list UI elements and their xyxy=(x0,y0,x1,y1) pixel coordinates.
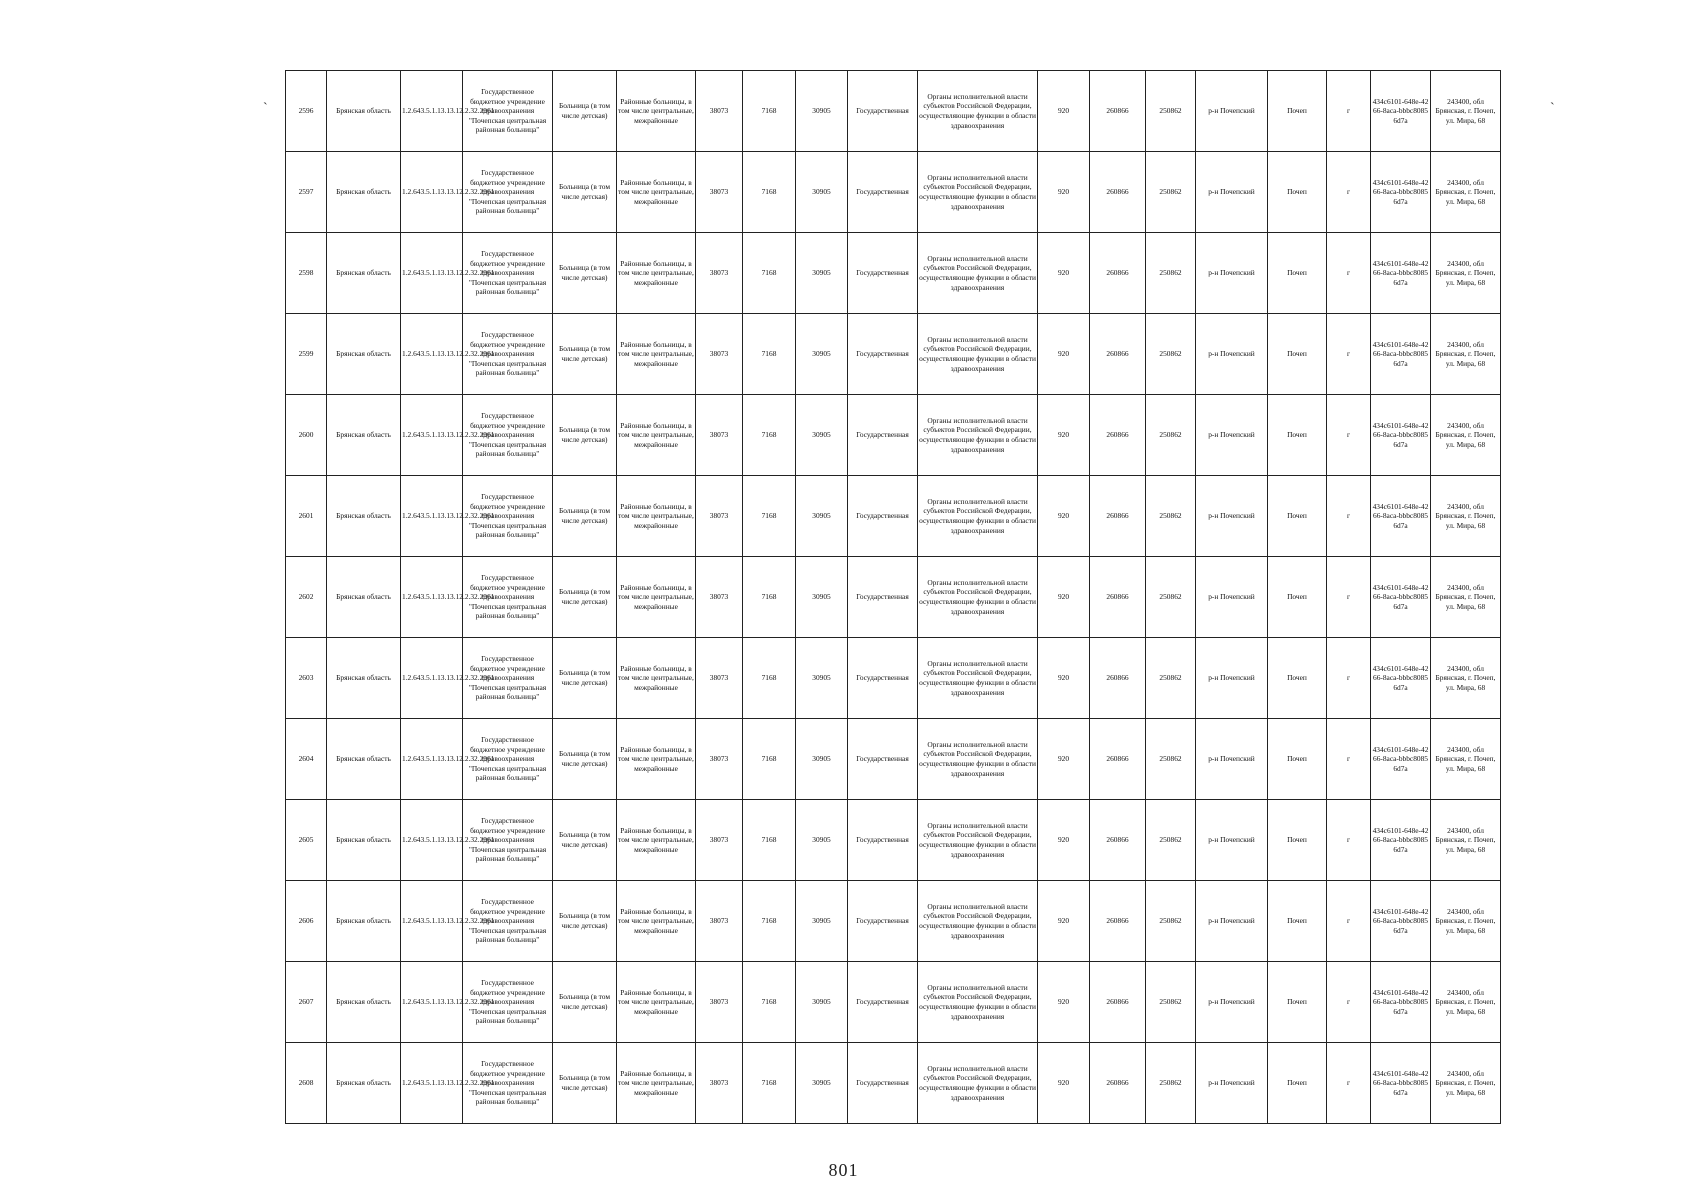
org-type-cell: Больница (в том числе детская) xyxy=(553,719,617,800)
authority-cell: Органы исполнительной власти субъектов Российской Федерации, осуществляющие функции в области здравоохранения xyxy=(918,719,1038,800)
table-row xyxy=(286,719,1501,800)
code-7168-cell: 7168 xyxy=(743,476,796,557)
category-cell: Районные больницы, в том числе центральные, межрайонные xyxy=(617,476,696,557)
city-cell: Почеп xyxy=(1268,152,1327,233)
table-row xyxy=(286,881,1501,962)
authority-cell: Органы исполнительной власти субъектов Российской Федерации, осуществляющие функции в области здравоохранения xyxy=(918,476,1038,557)
table-row xyxy=(286,1043,1501,1124)
code-30905-cell: 30905 xyxy=(796,233,848,314)
code-30905-cell: 30905 xyxy=(796,638,848,719)
authority-cell: Органы исполнительной власти субъектов Российской Федерации, осуществляющие функции в области здравоохранения xyxy=(918,233,1038,314)
city-cell: Почеп xyxy=(1268,557,1327,638)
category-cell: Районные больницы, в том числе центральные, межрайонные xyxy=(617,719,696,800)
category-cell: Районные больницы, в том числе центральные, межрайонные xyxy=(617,800,696,881)
ownership-cell: Государственная xyxy=(848,233,918,314)
category-cell: Районные больницы, в том числе центральные, межрайонные xyxy=(617,395,696,476)
org-code-cell: 1.2.643.5.1.13.13.12.2.32.2961 xyxy=(401,233,463,314)
row-number: 2597 xyxy=(286,152,327,233)
code-30905-cell: 30905 xyxy=(796,881,848,962)
city-cell: Почеп xyxy=(1268,476,1327,557)
org-type-cell: Больница (в том числе детская) xyxy=(553,476,617,557)
org-name-cell: Государственное бюджетное учреждение здравоохранения "Почепская центральная районная больница" xyxy=(463,395,553,476)
ownership-cell: Государственная xyxy=(848,638,918,719)
code-38073-cell: 38073 xyxy=(696,881,743,962)
code-7168-cell: 7168 xyxy=(743,800,796,881)
authority-cell: Органы исполнительной власти субъектов Российской Федерации, осуществляющие функции в области здравоохранения xyxy=(918,71,1038,152)
district-cell: р-н Почепский xyxy=(1196,233,1268,314)
table-row xyxy=(286,476,1501,557)
page-number: 801 xyxy=(828,1160,859,1180)
code-7168-cell: 7168 xyxy=(743,152,796,233)
code-260866-cell: 260866 xyxy=(1090,476,1146,557)
org-type-cell: Больница (в том числе детская) xyxy=(553,638,617,719)
org-name-cell: Государственное бюджетное учреждение здравоохранения "Почепская центральная районная больница" xyxy=(463,152,553,233)
guid-cell: 434c6101-648e-4266-8aca-bbbc80856d7a xyxy=(1371,881,1431,962)
city-cell: Почеп xyxy=(1268,71,1327,152)
org-type-cell: Больница (в том числе детская) xyxy=(553,395,617,476)
code-7168-cell: 7168 xyxy=(743,719,796,800)
code-260866-cell: 260866 xyxy=(1090,557,1146,638)
code-260866-cell: 260866 xyxy=(1090,719,1146,800)
region-cell: Брянская область xyxy=(327,881,401,962)
scan-mark-left: ` xyxy=(263,101,268,116)
category-cell: Районные больницы, в том числе центральные, межрайонные xyxy=(617,152,696,233)
code-7168-cell: 7168 xyxy=(743,881,796,962)
org-name-cell: Государственное бюджетное учреждение здравоохранения "Почепская центральная районная больница" xyxy=(463,638,553,719)
org-code-cell: 1.2.643.5.1.13.13.12.2.32.2961 xyxy=(401,395,463,476)
org-code-cell: 1.2.643.5.1.13.13.12.2.32.2961 xyxy=(401,881,463,962)
org-name-cell: Государственное бюджетное учреждение здравоохранения "Почепская центральная районная больница" xyxy=(463,71,553,152)
authority-cell: Органы исполнительной власти субъектов Российской Федерации, осуществляющие функции в области здравоохранения xyxy=(918,800,1038,881)
table-row xyxy=(286,71,1501,152)
code-250862-cell: 250862 xyxy=(1146,881,1196,962)
row-number: 2599 xyxy=(286,314,327,395)
org-name-cell: Государственное бюджетное учреждение здравоохранения "Почепская центральная районная больница" xyxy=(463,1043,553,1124)
org-name-cell: Государственное бюджетное учреждение здравоохранения "Почепская центральная районная больница" xyxy=(463,800,553,881)
row-number: 2607 xyxy=(286,962,327,1043)
code-7168-cell: 7168 xyxy=(743,1043,796,1124)
district-cell: р-н Почепский xyxy=(1196,881,1268,962)
code-250862-cell: 250862 xyxy=(1146,1043,1196,1124)
city-cell: Почеп xyxy=(1268,233,1327,314)
authority-cell: Органы исполнительной власти субъектов Российской Федерации, осуществляющие функции в области здравоохранения xyxy=(918,152,1038,233)
table-row xyxy=(286,395,1501,476)
code-920-cell: 920 xyxy=(1038,800,1090,881)
org-code-cell: 1.2.643.5.1.13.13.12.2.32.2961 xyxy=(401,152,463,233)
address-cell: 243400, обл Брянская, г. Почеп, ул. Мира, 68 xyxy=(1431,638,1501,719)
region-cell: Брянская область xyxy=(327,557,401,638)
org-code-cell: 1.2.643.5.1.13.13.12.2.32.2961 xyxy=(401,962,463,1043)
table-row xyxy=(286,314,1501,395)
code-250862-cell: 250862 xyxy=(1146,152,1196,233)
address-cell: 243400, обл Брянская, г. Почеп, ул. Мира, 68 xyxy=(1431,233,1501,314)
org-name-cell: Государственное бюджетное учреждение здравоохранения "Почепская центральная районная больница" xyxy=(463,314,553,395)
authority-cell: Органы исполнительной власти субъектов Российской Федерации, осуществляющие функции в области здравоохранения xyxy=(918,881,1038,962)
district-cell: р-н Почепский xyxy=(1196,800,1268,881)
authority-cell: Органы исполнительной власти субъектов Российской Федерации, осуществляющие функции в области здравоохранения xyxy=(918,395,1038,476)
table-row xyxy=(286,233,1501,314)
region-cell: Брянская область xyxy=(327,638,401,719)
code-38073-cell: 38073 xyxy=(696,314,743,395)
category-cell: Районные больницы, в том числе центральные, межрайонные xyxy=(617,638,696,719)
code-920-cell: 920 xyxy=(1038,557,1090,638)
address-cell: 243400, обл Брянская, г. Почеп, ул. Мира, 68 xyxy=(1431,476,1501,557)
code-260866-cell: 260866 xyxy=(1090,881,1146,962)
address-cell: 243400, обл Брянская, г. Почеп, ул. Мира, 68 xyxy=(1431,71,1501,152)
district-cell: р-н Почепский xyxy=(1196,719,1268,800)
district-cell: р-н Почепский xyxy=(1196,962,1268,1043)
category-cell: Районные больницы, в том числе центральные, межрайонные xyxy=(617,71,696,152)
code-7168-cell: 7168 xyxy=(743,557,796,638)
ownership-cell: Государственная xyxy=(848,152,918,233)
district-cell: р-н Почепский xyxy=(1196,395,1268,476)
row-number: 2602 xyxy=(286,557,327,638)
code-38073-cell: 38073 xyxy=(696,476,743,557)
code-920-cell: 920 xyxy=(1038,719,1090,800)
address-cell: 243400, обл Брянская, г. Почеп, ул. Мира, 68 xyxy=(1431,152,1501,233)
code-38073-cell: 38073 xyxy=(696,557,743,638)
org-code-cell: 1.2.643.5.1.13.13.12.2.32.2961 xyxy=(401,638,463,719)
code-260866-cell: 260866 xyxy=(1090,71,1146,152)
ownership-cell: Государственная xyxy=(848,719,918,800)
category-cell: Районные больницы, в том числе центральные, межрайонные xyxy=(617,881,696,962)
org-type-cell: Больница (в том числе детская) xyxy=(553,557,617,638)
code-38073-cell: 38073 xyxy=(696,1043,743,1124)
row-number: 2601 xyxy=(286,476,327,557)
ownership-cell: Государственная xyxy=(848,476,918,557)
region-cell: Брянская область xyxy=(327,1043,401,1124)
row-number: 2605 xyxy=(286,800,327,881)
guid-cell: 434c6101-648e-4266-8aca-bbbc80856d7a xyxy=(1371,152,1431,233)
code-38073-cell: 38073 xyxy=(696,719,743,800)
org-code-cell: 1.2.643.5.1.13.13.12.2.32.2961 xyxy=(401,71,463,152)
address-cell: 243400, обл Брянская, г. Почеп, ул. Мира, 68 xyxy=(1431,557,1501,638)
district-cell: р-н Почепский xyxy=(1196,314,1268,395)
org-type-cell: Больница (в том числе детская) xyxy=(553,962,617,1043)
code-7168-cell: 7168 xyxy=(743,233,796,314)
code-250862-cell: 250862 xyxy=(1146,800,1196,881)
address-cell: 243400, обл Брянская, г. Почеп, ул. Мира, 68 xyxy=(1431,719,1501,800)
region-cell: Брянская область xyxy=(327,800,401,881)
address-cell: 243400, обл Брянская, г. Почеп, ул. Мира, 68 xyxy=(1431,395,1501,476)
region-cell: Брянская область xyxy=(327,233,401,314)
code-260866-cell: 260866 xyxy=(1090,638,1146,719)
registry-rows xyxy=(286,71,1501,1124)
district-cell: р-н Почепский xyxy=(1196,152,1268,233)
table-row xyxy=(286,557,1501,638)
code-250862-cell: 250862 xyxy=(1146,395,1196,476)
org-code-cell: 1.2.643.5.1.13.13.12.2.32.2961 xyxy=(401,1043,463,1124)
org-code-cell: 1.2.643.5.1.13.13.12.2.32.2961 xyxy=(401,314,463,395)
settlement-type-cell: г xyxy=(1327,557,1371,638)
category-cell: Районные больницы, в том числе центральные, межрайонные xyxy=(617,1043,696,1124)
code-7168-cell: 7168 xyxy=(743,395,796,476)
code-38073-cell: 38073 xyxy=(696,71,743,152)
ownership-cell: Государственная xyxy=(848,71,918,152)
row-number: 2606 xyxy=(286,881,327,962)
code-920-cell: 920 xyxy=(1038,152,1090,233)
settlement-type-cell: г xyxy=(1327,395,1371,476)
code-7168-cell: 7168 xyxy=(743,71,796,152)
city-cell: Почеп xyxy=(1268,314,1327,395)
org-name-cell: Государственное бюджетное учреждение здравоохранения "Почепская центральная районная больница" xyxy=(463,881,553,962)
code-250862-cell: 250862 xyxy=(1146,638,1196,719)
code-30905-cell: 30905 xyxy=(796,395,848,476)
region-cell: Брянская область xyxy=(327,719,401,800)
org-name-cell: Государственное бюджетное учреждение здравоохранения "Почепская центральная районная больница" xyxy=(463,962,553,1043)
org-type-cell: Больница (в том числе детская) xyxy=(553,1043,617,1124)
table-row xyxy=(286,152,1501,233)
guid-cell: 434c6101-648e-4266-8aca-bbbc80856d7a xyxy=(1371,1043,1431,1124)
city-cell: Почеп xyxy=(1268,962,1327,1043)
guid-cell: 434c6101-648e-4266-8aca-bbbc80856d7a xyxy=(1371,962,1431,1043)
table-row xyxy=(286,638,1501,719)
code-920-cell: 920 xyxy=(1038,962,1090,1043)
code-7168-cell: 7168 xyxy=(743,962,796,1043)
category-cell: Районные больницы, в том числе центральные, межрайонные xyxy=(617,962,696,1043)
authority-cell: Органы исполнительной власти субъектов Российской Федерации, осуществляющие функции в области здравоохранения xyxy=(918,1043,1038,1124)
code-920-cell: 920 xyxy=(1038,314,1090,395)
settlement-type-cell: г xyxy=(1327,800,1371,881)
row-number: 2603 xyxy=(286,638,327,719)
ownership-cell: Государственная xyxy=(848,881,918,962)
category-cell: Районные больницы, в том числе центральные, межрайонные xyxy=(617,557,696,638)
address-cell: 243400, обл Брянская, г. Почеп, ул. Мира, 68 xyxy=(1431,314,1501,395)
org-name-cell: Государственное бюджетное учреждение здравоохранения "Почепская центральная районная больница" xyxy=(463,719,553,800)
org-code-cell: 1.2.643.5.1.13.13.12.2.32.2961 xyxy=(401,719,463,800)
code-260866-cell: 260866 xyxy=(1090,800,1146,881)
code-250862-cell: 250862 xyxy=(1146,557,1196,638)
category-cell: Районные больницы, в том числе центральные, межрайонные xyxy=(617,314,696,395)
settlement-type-cell: г xyxy=(1327,476,1371,557)
org-name-cell: Государственное бюджетное учреждение здравоохранения "Почепская центральная районная больница" xyxy=(463,233,553,314)
code-250862-cell: 250862 xyxy=(1146,314,1196,395)
code-260866-cell: 260866 xyxy=(1090,962,1146,1043)
city-cell: Почеп xyxy=(1268,1043,1327,1124)
district-cell: р-н Почепский xyxy=(1196,476,1268,557)
code-250862-cell: 250862 xyxy=(1146,719,1196,800)
ownership-cell: Государственная xyxy=(848,962,918,1043)
settlement-type-cell: г xyxy=(1327,1043,1371,1124)
org-code-cell: 1.2.643.5.1.13.13.12.2.32.2961 xyxy=(401,800,463,881)
code-250862-cell: 250862 xyxy=(1146,233,1196,314)
code-7168-cell: 7168 xyxy=(743,314,796,395)
guid-cell: 434c6101-648e-4266-8aca-bbbc80856d7a xyxy=(1371,71,1431,152)
code-30905-cell: 30905 xyxy=(796,962,848,1043)
org-type-cell: Больница (в том числе детская) xyxy=(553,152,617,233)
org-type-cell: Больница (в том числе детская) xyxy=(553,233,617,314)
org-type-cell: Больница (в том числе детская) xyxy=(553,71,617,152)
code-250862-cell: 250862 xyxy=(1146,71,1196,152)
guid-cell: 434c6101-648e-4266-8aca-bbbc80856d7a xyxy=(1371,557,1431,638)
code-920-cell: 920 xyxy=(1038,71,1090,152)
code-38073-cell: 38073 xyxy=(696,152,743,233)
region-cell: Брянская область xyxy=(327,476,401,557)
address-cell: 243400, обл Брянская, г. Почеп, ул. Мира, 68 xyxy=(1431,800,1501,881)
table-row xyxy=(286,962,1501,1043)
authority-cell: Органы исполнительной власти субъектов Российской Федерации, осуществляющие функции в области здравоохранения xyxy=(918,962,1038,1043)
org-type-cell: Больница (в том числе детская) xyxy=(553,314,617,395)
code-920-cell: 920 xyxy=(1038,881,1090,962)
ownership-cell: Государственная xyxy=(848,800,918,881)
guid-cell: 434c6101-648e-4266-8aca-bbbc80856d7a xyxy=(1371,233,1431,314)
settlement-type-cell: г xyxy=(1327,638,1371,719)
settlement-type-cell: г xyxy=(1327,881,1371,962)
region-cell: Брянская область xyxy=(327,314,401,395)
guid-cell: 434c6101-648e-4266-8aca-bbbc80856d7a xyxy=(1371,314,1431,395)
region-cell: Брянская область xyxy=(327,395,401,476)
code-260866-cell: 260866 xyxy=(1090,233,1146,314)
table-row xyxy=(286,800,1501,881)
code-38073-cell: 38073 xyxy=(696,638,743,719)
city-cell: Почеп xyxy=(1268,638,1327,719)
settlement-type-cell: г xyxy=(1327,152,1371,233)
code-38073-cell: 38073 xyxy=(696,395,743,476)
code-920-cell: 920 xyxy=(1038,638,1090,719)
guid-cell: 434c6101-648e-4266-8aca-bbbc80856d7a xyxy=(1371,395,1431,476)
row-number: 2598 xyxy=(286,233,327,314)
authority-cell: Органы исполнительной власти субъектов Российской Федерации, осуществляющие функции в области здравоохранения xyxy=(918,557,1038,638)
code-38073-cell: 38073 xyxy=(696,233,743,314)
authority-cell: Органы исполнительной власти субъектов Российской Федерации, осуществляющие функции в области здравоохранения xyxy=(918,638,1038,719)
code-30905-cell: 30905 xyxy=(796,314,848,395)
address-cell: 243400, обл Брянская, г. Почеп, ул. Мира, 68 xyxy=(1431,962,1501,1043)
code-250862-cell: 250862 xyxy=(1146,962,1196,1043)
code-38073-cell: 38073 xyxy=(696,962,743,1043)
settlement-type-cell: г xyxy=(1327,962,1371,1043)
code-920-cell: 920 xyxy=(1038,233,1090,314)
address-cell: 243400, обл Брянская, г. Почеп, ул. Мира, 68 xyxy=(1431,1043,1501,1124)
code-30905-cell: 30905 xyxy=(796,719,848,800)
code-7168-cell: 7168 xyxy=(743,638,796,719)
code-920-cell: 920 xyxy=(1038,1043,1090,1124)
category-cell: Районные больницы, в том числе центральные, межрайонные xyxy=(617,233,696,314)
org-type-cell: Больница (в том числе детская) xyxy=(553,800,617,881)
code-250862-cell: 250862 xyxy=(1146,476,1196,557)
ownership-cell: Государственная xyxy=(848,1043,918,1124)
city-cell: Почеп xyxy=(1268,395,1327,476)
city-cell: Почеп xyxy=(1268,719,1327,800)
ownership-cell: Государственная xyxy=(848,314,918,395)
region-cell: Брянская область xyxy=(327,71,401,152)
guid-cell: 434c6101-648e-4266-8aca-bbbc80856d7a xyxy=(1371,476,1431,557)
code-260866-cell: 260866 xyxy=(1090,1043,1146,1124)
ownership-cell: Государственная xyxy=(848,557,918,638)
code-30905-cell: 30905 xyxy=(796,476,848,557)
settlement-type-cell: г xyxy=(1327,314,1371,395)
code-260866-cell: 260866 xyxy=(1090,152,1146,233)
registry-table xyxy=(285,70,1501,1124)
org-name-cell: Государственное бюджетное учреждение здравоохранения "Почепская центральная районная больница" xyxy=(463,557,553,638)
region-cell: Брянская область xyxy=(327,962,401,1043)
org-code-cell: 1.2.643.5.1.13.13.12.2.32.2961 xyxy=(401,476,463,557)
row-number: 2604 xyxy=(286,719,327,800)
guid-cell: 434c6101-648e-4266-8aca-bbbc80856d7a xyxy=(1371,719,1431,800)
region-cell: Брянская область xyxy=(327,152,401,233)
code-30905-cell: 30905 xyxy=(796,71,848,152)
code-260866-cell: 260866 xyxy=(1090,395,1146,476)
address-cell: 243400, обл Брянская, г. Почеп, ул. Мира, 68 xyxy=(1431,881,1501,962)
code-260866-cell: 260866 xyxy=(1090,314,1146,395)
row-number: 2600 xyxy=(286,395,327,476)
org-name-cell: Государственное бюджетное учреждение здравоохранения "Почепская центральная районная больница" xyxy=(463,476,553,557)
district-cell: р-н Почепский xyxy=(1196,638,1268,719)
code-920-cell: 920 xyxy=(1038,395,1090,476)
org-type-cell: Больница (в том числе детская) xyxy=(553,881,617,962)
code-30905-cell: 30905 xyxy=(796,557,848,638)
row-number: 2596 xyxy=(286,71,327,152)
org-code-cell: 1.2.643.5.1.13.13.12.2.32.2961 xyxy=(401,557,463,638)
code-38073-cell: 38073 xyxy=(696,800,743,881)
row-number: 2608 xyxy=(286,1043,327,1124)
settlement-type-cell: г xyxy=(1327,71,1371,152)
settlement-type-cell: г xyxy=(1327,719,1371,800)
district-cell: р-н Почепский xyxy=(1196,557,1268,638)
guid-cell: 434c6101-648e-4266-8aca-bbbc80856d7a xyxy=(1371,638,1431,719)
code-920-cell: 920 xyxy=(1038,476,1090,557)
settlement-type-cell: г xyxy=(1327,233,1371,314)
code-30905-cell: 30905 xyxy=(796,152,848,233)
district-cell: р-н Почепский xyxy=(1196,1043,1268,1124)
authority-cell: Органы исполнительной власти субъектов Российской Федерации, осуществляющие функции в области здравоохранения xyxy=(918,314,1038,395)
scan-mark-right: ` xyxy=(1550,101,1555,116)
guid-cell: 434c6101-648e-4266-8aca-bbbc80856d7a xyxy=(1371,800,1431,881)
district-cell: р-н Почепский xyxy=(1196,71,1268,152)
city-cell: Почеп xyxy=(1268,881,1327,962)
code-30905-cell: 30905 xyxy=(796,1043,848,1124)
city-cell: Почеп xyxy=(1268,800,1327,881)
ownership-cell: Государственная xyxy=(848,395,918,476)
code-30905-cell: 30905 xyxy=(796,800,848,881)
